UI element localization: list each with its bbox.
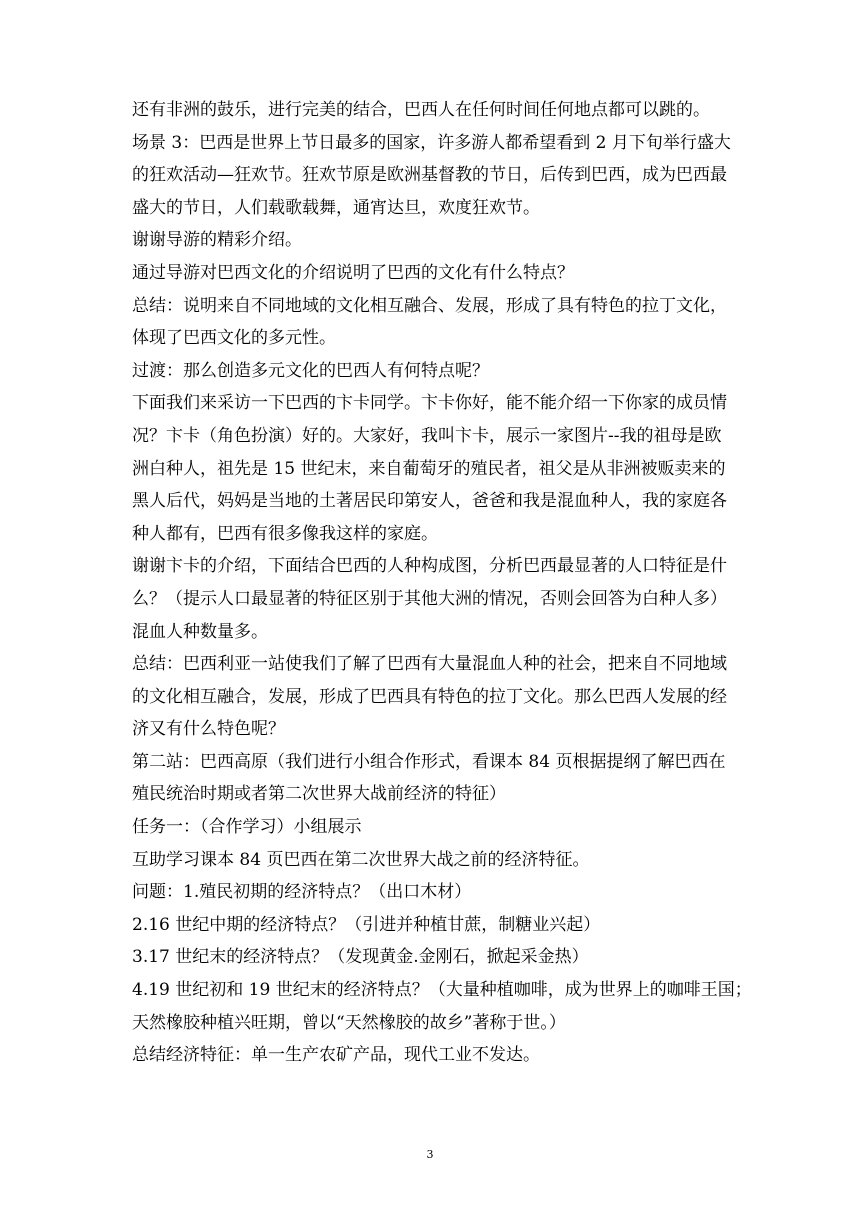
text-line: 第二站：巴西高原（我们进行小组合作形式，看课本 84 页根据提纲了解巴西在 (132, 751, 726, 772)
text-line: 盛大的节日，人们载歌载舞，通宵达旦，欢度狂欢节。 (132, 197, 540, 218)
text-line: 2.16 世纪中期的经济特点？（引进并种植甘蔗，制糖业兴起） (132, 914, 601, 935)
text-line: 么？（提示人口最显著的特征区别于其他大洲的情况，否则会回答为白种人多） (132, 588, 727, 609)
text-line: 还有非洲的鼓乐，进行完美的结合，巴西人在任何时间任何地点都可以跳的。 (132, 100, 710, 120)
text-line: 济又有什么特色呢？ (132, 719, 285, 740)
text-line: 4.19 世纪初和 19 世纪末的经济特点？（大量种植咖啡，成为世界上的咖啡王国； (132, 980, 752, 1001)
page-number: 3 (426, 1148, 434, 1161)
text-line: 种人都有，巴西有很多像我这样的家庭。 (132, 523, 438, 544)
text-line: 下面我们来采访一下巴西的卞卡同学。卞卡你好，能不能介绍一下你家的成员情 (132, 393, 727, 414)
text-line: 谢谢导游的精彩介绍。 (132, 230, 302, 251)
text-line: 问题：1.殖民初期的经济特点？（出口木材） (132, 882, 472, 903)
text-line: 洲白种人，祖先是 15 世纪末，来自葡萄牙的殖民者，祖父是从非洲被贩卖来的 (132, 458, 726, 479)
text-line: 混血人种数量多。 (132, 621, 268, 642)
text-line: 的文化相互融合，发展，形成了巴西具有特色的拉丁文化。那么巴西人发展的经 (132, 686, 727, 707)
text-line: 总结：说明来自不同地域的文化相互融合、发展，形成了具有特色的拉丁文化， (132, 295, 727, 316)
text-line: 谢谢卞卡的介绍，下面结合巴西的人种构成图，分析巴西最显著的人口特征是什 (132, 556, 727, 577)
text-line: 体现了巴西文化的多元性。 (132, 328, 336, 349)
text-line: 通过导游对巴西文化的介绍说明了巴西的文化有什么特点？ (132, 262, 574, 283)
text-line: 殖民统治时期或者第二次世界大战前经济的特征） (132, 784, 506, 805)
text-line: 过渡：那么创造多元文化的巴西人有何特点呢？ (132, 360, 489, 381)
text-line: 互助学习课本 84 页巴西在第二次世界大战之前的经济特征。 (132, 849, 590, 870)
text-line: 况？卞卡（角色扮演）好的。大家好，我叫卞卡，展示一家图片--我的祖母是欧 (132, 425, 722, 446)
text-line: 总结：巴西利亚一站使我们了解了巴西有大量混血人种的社会，把来自不同地域 (132, 654, 727, 675)
text-line: 天然橡胶种植兴旺期，曾以“天然橡胶的故乡”著称于世。） (132, 1012, 566, 1033)
text-line: 3.17 世纪末的经济特点？（发现黄金.金刚石，掀起采金热） (132, 947, 589, 968)
document-body (132, 94, 752, 1072)
text-line: 任务一：（合作学习）小组展示 (132, 817, 362, 838)
text-line: 总结经济特征：单一生产农矿产品，现代工业不发达。 (132, 1045, 540, 1066)
text-line: 的狂欢活动—狂欢节。狂欢节原是欧洲基督教的节日，后传到巴西，成为巴西最 (132, 165, 727, 186)
text-line: 黑人后代，妈妈是当地的土著居民印第安人，爸爸和我是混血种人，我的家庭各 (132, 491, 727, 512)
text-line: 场景 3：巴西是世界上节日最多的国家，许多游人都希望看到 2 月下旬举行盛大 (132, 132, 731, 153)
